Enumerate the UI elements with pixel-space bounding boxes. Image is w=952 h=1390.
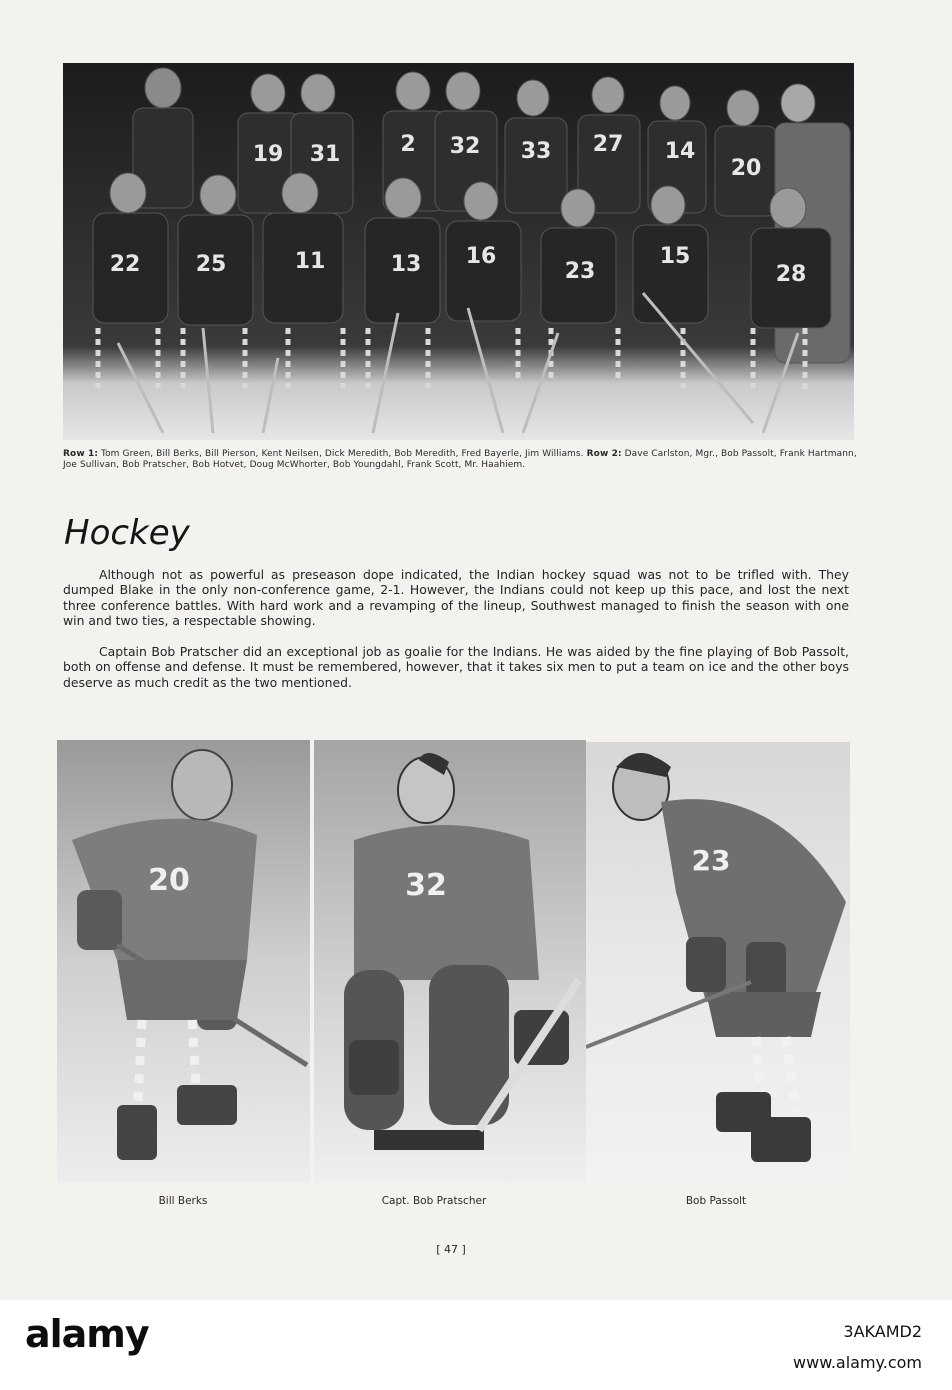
jersey-number: 2 xyxy=(400,132,416,157)
article-title: Hockey xyxy=(64,513,190,553)
jersey-number: 32 xyxy=(449,134,481,159)
jersey-number: 14 xyxy=(664,139,696,164)
caption-bill-berks: Bill Berks xyxy=(158,1195,208,1207)
photo-bob-pratscher xyxy=(314,740,586,1183)
jersey-number: 28 xyxy=(775,262,807,287)
page-number: [ 47 ] xyxy=(436,1243,466,1256)
jersey-number: 20 xyxy=(730,156,762,181)
caption-bob-pratscher: Capt. Bob Pratscher xyxy=(381,1195,487,1207)
team-photo xyxy=(63,63,854,440)
jersey-number: 19 xyxy=(252,142,284,167)
jersey-number: 15 xyxy=(659,244,691,269)
jersey-number: 11 xyxy=(294,249,326,274)
jersey-number: 22 xyxy=(109,252,141,277)
row1-names: Tom Green, Bill Berks, Bill Pierson, Kent Neilsen, Dick Meredith, Bob Meredith, Fred Bayerle, Jim Williams. xyxy=(101,449,584,459)
jersey-number: 23 xyxy=(564,259,596,284)
row1-label: Row 1: xyxy=(63,449,99,459)
jersey-number: 31 xyxy=(309,142,341,167)
team-photo-caption xyxy=(63,449,863,471)
jersey-number: 27 xyxy=(592,132,624,157)
jersey-number: 23 xyxy=(691,844,731,877)
brand-logo: alamy xyxy=(25,1312,149,1356)
jersey-number: 25 xyxy=(195,252,227,277)
jersey-number: 16 xyxy=(465,244,497,269)
caption-bob-passolt: Bob Passolt xyxy=(685,1195,747,1207)
jersey-number: 33 xyxy=(520,139,552,164)
jersey-number: 13 xyxy=(390,252,422,277)
article-paragraph-2: Captain Bob Pratscher did an exceptional job as goalie for the Indians. He was aided by the fine playing of Bob Passolt, both on offense and defense. It must be remembered, however, that it takes six men to put a team on ice and the other boys deserve as much credit as the two mentioned. xyxy=(63,644,849,690)
photo-bill-berks xyxy=(57,740,310,1183)
jersey-number: 20 xyxy=(148,863,190,898)
article-paragraph-1: Although not as powerful as preseason dope indicated, the Indian hockey squad was not to be trifled with. They dumped Blake in the only non-conference game, 2-1. However, the Indians could not keep up this pace, and lost the next three conference battles. With hard work and a revamping of the lineup, Southwest managed to finish the season with one win and two ties, a respectable showing. xyxy=(63,567,849,629)
row2-label: Row 2: xyxy=(586,449,622,459)
jersey-number: 32 xyxy=(405,868,447,903)
stock-url: www.alamy.com xyxy=(793,1353,922,1372)
stock-image-id: 3AKAMD2 xyxy=(843,1322,922,1341)
row2-names: Dave Carlston, Mgr., Bob Passolt, Frank Hartmann, Joe Sullivan, Bob Pratscher, Bob Hotvet, Doug McWhorter, Bob Youngdahl, Frank Scott, Mr. Haahiem. xyxy=(63,449,857,470)
photo-bob-passolt xyxy=(586,742,850,1183)
